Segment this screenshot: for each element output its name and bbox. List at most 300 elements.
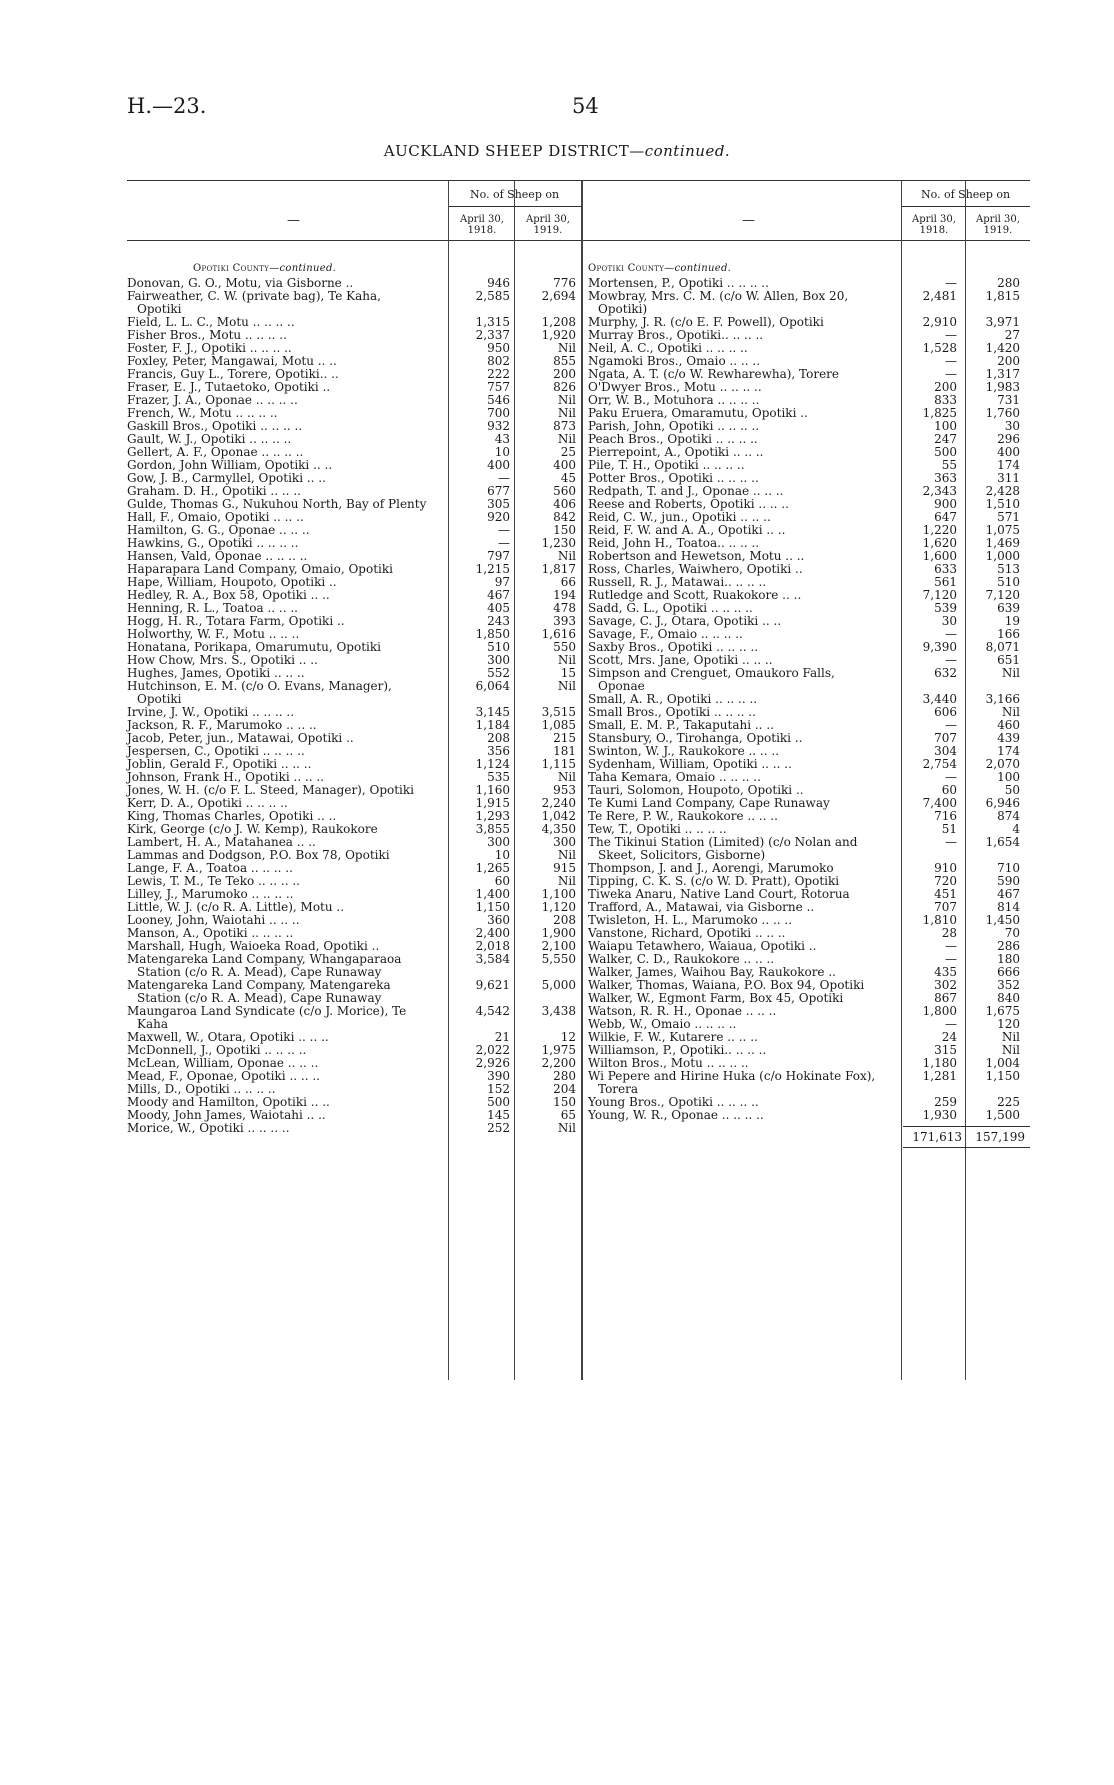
owner-name: Reid, C. W., jun., Opotiki .. .. .. (588, 510, 771, 524)
sheep-1918: 720 (934, 874, 957, 888)
sheep-1918: — (945, 367, 957, 381)
owner-name: Fisher Bros., Motu .. .. .. .. (127, 328, 287, 342)
sheep-1918: 1,315 (475, 315, 510, 329)
table-row (582, 1108, 1020, 1122)
sheep-1918: 910 (934, 861, 957, 875)
sheep-1919: 510 (997, 575, 1020, 589)
sheep-1918: 700 (487, 406, 510, 420)
table-row (127, 289, 576, 316)
sheep-1918: 247 (934, 432, 957, 446)
sheep-1919: 174 (997, 458, 1020, 472)
sheep-1918: 606 (934, 705, 957, 719)
sheep-1919: 208 (553, 913, 576, 927)
sheep-1919: 1,760 (985, 406, 1020, 420)
sheep-1919: 1,975 (541, 1043, 576, 1057)
sheep-1918: — (945, 627, 957, 641)
owner-name: Gaskill Bros., Opotiki .. .. .. .. (127, 419, 303, 433)
owner-name: Fairweather, C. W. (private bag), Te Kaha, Opotiki (127, 289, 381, 316)
sheep-1918: 400 (487, 458, 510, 472)
sheep-1918: 707 (934, 731, 957, 745)
owner-name: Trafford, A., Matawai, via Gisborne .. (588, 900, 815, 914)
table-row (582, 289, 1020, 316)
owner-name: Small, A. R., Opotiki .. .. .. .. (588, 692, 758, 706)
owner-name: Gault, W. J., Opotiki .. .. .. .. (127, 432, 292, 446)
sheep-1918: 552 (487, 666, 510, 680)
owner-name: Murphy, J. R. (c/o E. F. Powell), Opotiki (588, 315, 824, 329)
sheep-1918: 2,754 (922, 757, 957, 771)
owner-name: Tauri, Solomon, Houpoto, Opotiki .. (588, 783, 804, 797)
owner-name: Paku Eruera, Omaramutu, Opotiki .. (588, 406, 808, 420)
sheep-1918: 1,800 (922, 1004, 957, 1018)
sheep-1918: 1,160 (475, 783, 510, 797)
sheep-1919: 1,317 (985, 367, 1020, 381)
sheep-1919: 5,550 (541, 952, 576, 966)
owner-name: Henning, R. L., Toatoa .. .. .. (127, 601, 298, 615)
owner-name: Moody, John James, Waiotahi .. .. (127, 1108, 326, 1122)
sheep-1919: 1,042 (541, 809, 576, 823)
owner-name: Walker, W., Egmont Farm, Box 45, Opotiki (588, 991, 844, 1005)
sheep-1918: — (945, 1017, 957, 1031)
owner-name: Lewis, T. M., Te Teko .. .. .. .. (127, 874, 300, 888)
sheep-1919: Nil (557, 848, 576, 862)
sheep-1919: 1,675 (985, 1004, 1020, 1018)
sheep-1918: 222 (487, 367, 510, 381)
sheep-1918: 315 (934, 1043, 957, 1057)
sheep-1919: 2,428 (985, 484, 1020, 498)
sheep-1918: 243 (487, 614, 510, 628)
sheep-1918: 1,281 (922, 1069, 957, 1083)
sheep-1918: 2,018 (475, 939, 510, 953)
owner-name: The Tikinui Station (Limited) (c/o Nolan and Skeet, Solicitors, Gisborne) (588, 835, 858, 862)
owner-name: Potter Bros., Opotiki .. .. .. .. (588, 471, 759, 485)
owner-name: How Chow, Mrs. S., Opotiki .. .. (127, 653, 318, 667)
owner-name: Jacob, Peter, jun., Matawai, Opotiki .. (127, 731, 354, 745)
sheep-1919: Nil (1001, 1043, 1020, 1057)
sheep-1919: 150 (553, 1095, 576, 1109)
sheep-1919: 300 (553, 835, 576, 849)
table-header-rule (582, 240, 1030, 241)
sheep-1919: 166 (997, 627, 1020, 641)
sheep-1919: 710 (997, 861, 1020, 875)
sheep-1919: 3,515 (541, 705, 576, 719)
sheep-1918: 867 (934, 991, 957, 1005)
sheep-1919: 814 (997, 900, 1020, 914)
owner-name: Webb, W., Omaio .. .. .. .. (588, 1017, 737, 1031)
sheep-1918: — (498, 471, 510, 485)
owner-name: French, W., Motu .. .. .. .. (127, 406, 278, 420)
sheep-1919: 406 (553, 497, 576, 511)
sheep-1918: — (945, 835, 957, 849)
owner-name: Te Rere, P. W., Raukokore .. .. .. (588, 809, 778, 823)
sheep-1918: 707 (934, 900, 957, 914)
owner-name: Sydenham, William, Opotiki .. .. .. (588, 757, 792, 771)
sheep-1919: 2,240 (541, 796, 576, 810)
total-rule (903, 1126, 1030, 1127)
owner-name: Vanstone, Richard, Opotiki .. .. .. (588, 926, 786, 940)
owner-name: Tiweka Anaru, Native Land Court, Rotorua (588, 887, 850, 901)
sheep-1918: 390 (487, 1069, 510, 1083)
owner-name: Reid, F. W. and A. A., Opotiki .. .. (588, 523, 786, 537)
table-top-rule (582, 180, 1030, 181)
owner-name: Foxley, Peter, Mangawai, Motu .. .. (127, 354, 337, 368)
sheep-1919: 467 (997, 887, 1020, 901)
sheep-1919: 2,200 (541, 1056, 576, 1070)
owner-name: Fraser, E. J., Tutaetoko, Opotiki .. (127, 380, 331, 394)
sheep-1918: 145 (487, 1108, 510, 1122)
sheep-1919: 286 (997, 939, 1020, 953)
owner-name: Reese and Roberts, Opotiki .. .. .. (588, 497, 789, 511)
sheep-1919: Nil (557, 653, 576, 667)
right-table (582, 180, 1030, 1380)
sheep-1919: 311 (997, 471, 1020, 485)
owner-name: Hogg, H. R., Totara Farm, Opotiki .. (127, 614, 345, 628)
sheep-1918: 200 (934, 380, 957, 394)
sheep-1919: 1,000 (985, 549, 1020, 563)
sheep-1919: 1,208 (541, 315, 576, 329)
sheep-1918: 152 (487, 1082, 510, 1096)
owner-name: Young, W. R., Oponae .. .. .. .. (588, 1108, 764, 1122)
sheep-1918: 9,621 (475, 978, 510, 992)
sheep-1919: 4 (1012, 822, 1020, 836)
name-column-header: — (742, 213, 755, 228)
col-1918-header: April 30, 1918. (912, 214, 956, 236)
owner-name: Maungaroa Land Syndicate (c/o J. Morice), Te Kaha (127, 1004, 407, 1031)
county-heading: Opotiki County—continued. (193, 263, 337, 274)
sheep-1918: — (498, 536, 510, 550)
sheep-1918: 757 (487, 380, 510, 394)
sheep-1918: 500 (934, 445, 957, 459)
owner-name: Mowbray, Mrs. C. M. (c/o W. Allen, Box 20, Opotiki) (588, 289, 849, 316)
county-heading: Opotiki County—continued. (588, 263, 732, 274)
sheep-1918: 1,184 (475, 718, 510, 732)
sheep-1918: — (945, 939, 957, 953)
owner-name: Sadd, G. L., Opotiki .. .. .. .. (588, 601, 753, 615)
col-1919-header: April 30, 1919. (526, 214, 570, 236)
sheep-1919: 460 (997, 718, 1020, 732)
owner-name: Tew, T., Opotiki .. .. .. .. (588, 822, 727, 836)
owner-name: Marshall, Hugh, Waioeka Road, Opotiki .. (127, 939, 380, 953)
owner-name: Murray Bros., Opotiki.. .. .. .. (588, 328, 764, 342)
sheep-1919: Nil (557, 1121, 576, 1135)
sheep-1918: 451 (934, 887, 957, 901)
sheep-1919: 393 (553, 614, 576, 628)
sheep-1919: 1,654 (985, 835, 1020, 849)
sheep-1918: 405 (487, 601, 510, 615)
sheep-1919: 66 (560, 575, 576, 589)
sheep-1919: 70 (1004, 926, 1020, 940)
sheep-1919: Nil (1001, 666, 1020, 680)
sheep-1918: 677 (487, 484, 510, 498)
sheep-1918: 1,220 (922, 523, 957, 537)
sheep-1919: 639 (997, 601, 1020, 615)
owner-name: Wilton Bros., Motu .. .. .. .. (588, 1056, 749, 1070)
sheep-1919: 855 (553, 354, 576, 368)
owner-name: Looney, John, Waiotahi .. .. .. (127, 913, 300, 927)
sheep-1918: — (945, 952, 957, 966)
sheep-1918: 28 (941, 926, 957, 940)
owner-name: Mills, D., Opotiki .. .. .. .. (127, 1082, 276, 1096)
sheep-1918: 920 (487, 510, 510, 524)
total-1919: 157,199 (975, 1130, 1025, 1144)
sheep-1919: 1,075 (985, 523, 1020, 537)
table-row (127, 978, 576, 1005)
owner-name: Irvine, J. W., Opotiki .. .. .. .. (127, 705, 295, 719)
owner-name: Thompson, J. and J., Aorengi, Marumoko (588, 861, 834, 875)
sheep-1919: 15 (560, 666, 576, 680)
sheep-1918: 363 (934, 471, 957, 485)
sheep-1918: 7,400 (922, 796, 957, 810)
sheep-1919: 1,469 (985, 536, 1020, 550)
sheep-1919: 1,616 (541, 627, 576, 641)
sheep-1919: Nil (1001, 705, 1020, 719)
sheep-1918: 10 (494, 445, 510, 459)
sheep-1919: 840 (997, 991, 1020, 1005)
sheep-1918: 1,528 (922, 341, 957, 355)
owner-name: O'Dwyer Bros., Motu .. .. .. .. (588, 380, 762, 394)
owner-name: Walker, James, Waihou Bay, Raukokore .. (588, 965, 836, 979)
sheep-1918: 2,022 (475, 1043, 510, 1057)
sheep-1918: 2,481 (922, 289, 957, 303)
name-column-header: — (287, 213, 300, 228)
col-1919-header: April 30, 1919. (976, 214, 1020, 236)
sheep-1919: 560 (553, 484, 576, 498)
sheep-group-header: No. of Sheep on (920, 188, 1011, 201)
sheep-1919: Nil (557, 406, 576, 420)
sheep-1918: 10 (494, 848, 510, 862)
sheep-1919: 2,100 (541, 939, 576, 953)
sheep-1919: 6,946 (985, 796, 1020, 810)
sheep-1919: 120 (997, 1017, 1020, 1031)
sheep-1918: — (945, 276, 957, 290)
owner-name: Lange, F. A., Toatoa .. .. .. .. (127, 861, 293, 875)
sheep-1918: 950 (487, 341, 510, 355)
sheep-1918: 1,825 (922, 406, 957, 420)
sheep-1919: 225 (997, 1095, 1020, 1109)
owner-name: Holworthy, W. F., Motu .. .. .. (127, 627, 300, 641)
sheep-1918: 2,585 (475, 289, 510, 303)
sheep-1919: 200 (553, 367, 576, 381)
owner-name: Orr, W. B., Motuhora .. .. .. .. (588, 393, 760, 407)
sheep-1919: 1,510 (985, 497, 1020, 511)
sheep-1919: 181 (553, 744, 576, 758)
sheep-1918: 633 (934, 562, 957, 576)
owner-name: Small Bros., Opotiki .. .. .. .. (588, 705, 756, 719)
owner-name: Jones, W. H. (c/o F. L. Steed, Manager), Opotiki (127, 783, 415, 797)
sheep-1918: 716 (934, 809, 957, 823)
sheep-1918: 1,620 (922, 536, 957, 550)
sheep-1918: 946 (487, 276, 510, 290)
owner-name: Donovan, G. O., Motu, via Gisborne .. (127, 276, 354, 290)
sheep-1918: 55 (941, 458, 957, 472)
owner-name: Joblin, Gerald F., Opotiki .. .. .. (127, 757, 312, 771)
sheep-1918: 802 (487, 354, 510, 368)
sheep-1918: 259 (934, 1095, 957, 1109)
owner-name: Hall, F., Omaio, Opotiki .. .. .. (127, 510, 304, 524)
owner-name: Francis, Guy L., Torere, Opotiki.. .. (127, 367, 339, 381)
owner-name: Ross, Charles, Waiwhero, Opotiki .. (588, 562, 803, 576)
sheep-1919: 280 (997, 276, 1020, 290)
sheep-1919: 1,115 (541, 757, 576, 771)
right-rows (582, 277, 1030, 1122)
sheep-1919: 45 (560, 471, 576, 485)
sheep-1918: 208 (487, 731, 510, 745)
sheep-1919: 8,071 (985, 640, 1020, 654)
sheep-1918: 546 (487, 393, 510, 407)
sheep-1919: 826 (553, 380, 576, 394)
sheep-1919: 550 (553, 640, 576, 654)
sheep-1918: — (945, 718, 957, 732)
table-row (127, 1121, 576, 1135)
table-top-rule (127, 180, 581, 181)
sheep-1918: 3,855 (475, 822, 510, 836)
owner-name: Peach Bros., Opotiki .. .. .. .. (588, 432, 758, 446)
sheep-1919: 651 (997, 653, 1020, 667)
sheep-1919: 1,004 (985, 1056, 1020, 1070)
owner-name: Stansbury, O., Tirohanga, Opotiki .. (588, 731, 803, 745)
owner-name: Kerr, D. A., Opotiki .. .. .. .. (127, 796, 288, 810)
owner-name: Simpson and Crenguet, Omaukoro Falls, Oponae (588, 666, 835, 693)
owner-name: Small, E. M. P., Takaputahi .. .. (588, 718, 774, 732)
owner-name: Hansen, Vald, Oponae .. .. .. .. (127, 549, 308, 563)
sheep-1919: 439 (997, 731, 1020, 745)
sheep-1918: 467 (487, 588, 510, 602)
owner-name: Lilley, J., Marumoko .. .. .. .. (127, 887, 294, 901)
page-title: AUCKLAND SHEEP DISTRICT—continued. (383, 142, 731, 160)
sheep-1918: 632 (934, 666, 957, 680)
sheep-1919: 280 (553, 1069, 576, 1083)
owner-name: Johnson, Frank H., Opotiki .. .. .. (127, 770, 325, 784)
sheep-1919: 65 (560, 1108, 576, 1122)
sheep-1919: 50 (1004, 783, 1020, 797)
owner-name: Jespersen, C., Opotiki .. .. .. .. (127, 744, 305, 758)
owner-name: Jackson, R. F., Marumoko .. .. .. (127, 718, 317, 732)
sheep-1918: 561 (934, 575, 957, 589)
owner-name: Matengareka Land Company, Matengareka Station (c/o R. A. Mead), Cape Runaway (127, 978, 391, 1005)
owner-name: Hedley, R. A., Box 58, Opotiki .. .. (127, 588, 330, 602)
owner-name: Morice, W., Opotiki .. .. .. .. (127, 1121, 290, 1135)
sheep-1919: 915 (553, 861, 576, 875)
sheep-1919: 7,120 (985, 588, 1020, 602)
owner-name: Pile, T. H., Opotiki .. .. .. .. (588, 458, 745, 472)
owner-name: Swinton, W. J., Raukokore .. .. .. (588, 744, 780, 758)
sheep-1918: 1,850 (475, 627, 510, 641)
sheep-1918: 900 (934, 497, 957, 511)
sheep-1918: — (945, 770, 957, 784)
sheep-1918: 6,064 (475, 679, 510, 693)
sheep-1919: Nil (557, 341, 576, 355)
sheep-1919: 1,815 (985, 289, 1020, 303)
sheep-1918: 51 (941, 822, 957, 836)
sheep-1918: 7,120 (922, 588, 957, 602)
sheep-1919: 30 (1004, 419, 1020, 433)
sheep-1918: 1,124 (475, 757, 510, 771)
sheep-1919: 2,694 (541, 289, 576, 303)
document-code: H.—23. (127, 94, 207, 118)
owner-name: Gordon, John William, Opotiki .. .. (127, 458, 333, 472)
sheep-1918: — (945, 354, 957, 368)
sheep-1918: 1,180 (922, 1056, 957, 1070)
owner-name: Ngamoki Bros., Omaio .. .. .. (588, 354, 761, 368)
owner-name: Parish, John, Opotiki .. .. .. .. (588, 419, 760, 433)
sheep-1919: 1,500 (985, 1108, 1020, 1122)
table-row (582, 835, 1020, 862)
sheep-1919: 1,150 (985, 1069, 1020, 1083)
sheep-1918: 1,600 (922, 549, 957, 563)
owner-name: Williamson, P., Opotiki.. .. .. .. (588, 1043, 767, 1057)
sheep-1919: 513 (997, 562, 1020, 576)
sheep-1918: 252 (487, 1121, 510, 1135)
sheep-1919: 400 (553, 458, 576, 472)
sheep-1919: 1,230 (541, 536, 576, 550)
sheep-1918: 360 (487, 913, 510, 927)
sheep-1919: 180 (997, 952, 1020, 966)
owner-name: Wi Pepere and Hirine Huka (c/o Hokinate Fox), Torera (588, 1069, 876, 1096)
owner-name: Honatana, Porikapa, Omarumutu, Opotiki (127, 640, 381, 654)
sheep-1919: 1,120 (541, 900, 576, 914)
sheep-1919: 1,100 (541, 887, 576, 901)
sheep-group-header: No. of Sheep on (469, 188, 560, 201)
owner-name: Savage, C. J., Otara, Opotiki .. .. (588, 614, 782, 628)
owner-name: Tipping, C. K. S. (c/o W. D. Pratt), Opotiki (588, 874, 840, 888)
sheep-1919: 666 (997, 965, 1020, 979)
sheep-1919: 194 (553, 588, 576, 602)
owner-name: Ngata, A. T. (c/o W. Rewharewha), Torere (588, 367, 840, 381)
sheep-1919: 5,000 (541, 978, 576, 992)
owner-name: Moody and Hamilton, Opotiki .. .. (127, 1095, 330, 1109)
sheep-1918: 300 (487, 653, 510, 667)
sheep-1919: 296 (997, 432, 1020, 446)
sheep-1918: 510 (487, 640, 510, 654)
sheep-1919: 731 (997, 393, 1020, 407)
owner-name: Saxby Bros., Opotiki .. .. .. .. (588, 640, 759, 654)
owner-name: King, Thomas Charles, Opotiki .. .. (127, 809, 337, 823)
sheep-1919: Nil (557, 432, 576, 446)
sheep-1919: 4,350 (541, 822, 576, 836)
sheep-1919: 873 (553, 419, 576, 433)
sheep-1918: 60 (494, 874, 510, 888)
owner-name: Hughes, James, Opotiki .. .. .. (127, 666, 305, 680)
owner-name: Kirk, George (c/o J. W. Kemp), Raukokore (127, 822, 378, 836)
sheep-1919: 1,817 (541, 562, 576, 576)
owner-name: Redpath, T. and J., Oponae .. .. .. (588, 484, 784, 498)
sheep-1918: 97 (494, 575, 510, 589)
sheep-1918: 833 (934, 393, 957, 407)
sheep-1919: 352 (997, 978, 1020, 992)
sheep-1919: 1,920 (541, 328, 576, 342)
sheep-1919: 2,070 (985, 757, 1020, 771)
owner-name: Field, L. L. C., Motu .. .. .. .. (127, 315, 295, 329)
page-number: 54 (572, 94, 599, 118)
sheep-1918: 500 (487, 1095, 510, 1109)
total-1918: 171,613 (912, 1130, 962, 1144)
sheep-1918: 1,810 (922, 913, 957, 927)
owner-name: Mortensen, P., Opotiki .. .. .. .. (588, 276, 769, 290)
sheep-1919: 842 (553, 510, 576, 524)
sheep-1919: 1,085 (541, 718, 576, 732)
sheep-1918: 1,293 (475, 809, 510, 823)
owner-name: Hamilton, G. G., Oponae .. .. .. (127, 523, 310, 537)
sheep-1918: 300 (487, 835, 510, 849)
sheep-1918: 2,926 (475, 1056, 510, 1070)
owner-name: Maxwell, W., Otara, Opotiki .. .. .. (127, 1030, 329, 1044)
sheep-1918: 30 (941, 614, 957, 628)
sheep-1919: 200 (997, 354, 1020, 368)
sheep-1919: 19 (1004, 614, 1020, 628)
sheep-1919: 1,420 (985, 341, 1020, 355)
owner-name: Hawkins, G., Opotiki .. .. .. .. (127, 536, 299, 550)
sheep-1918: 1,215 (475, 562, 510, 576)
sheep-1919: 204 (553, 1082, 576, 1096)
